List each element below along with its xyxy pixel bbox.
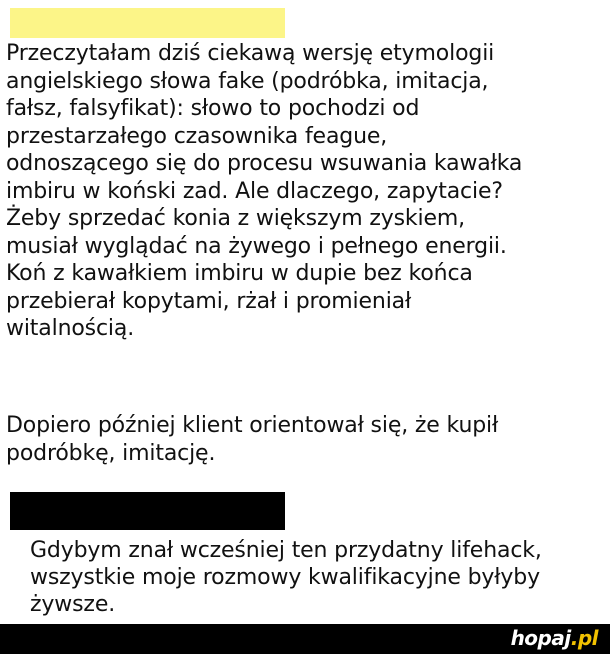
post-line: podróbkę, imitację. xyxy=(6,440,216,466)
post-paragraph-2 xyxy=(6,412,498,467)
post-line: przebierał kopytami, rżał i promieniał xyxy=(6,288,412,314)
post-line: musiał wyglądać na żywego i pełnego energii. xyxy=(6,233,507,259)
redacted-username-bar xyxy=(10,8,285,38)
logo-name: hopaj xyxy=(510,626,571,650)
redacted-reply-username-bar xyxy=(10,492,285,530)
post-line: Dopiero później klient orientował się, że kupił xyxy=(6,413,499,438)
post-line: przestarzałego czasownika feague, xyxy=(6,123,388,149)
post-paragraph-1 xyxy=(6,40,522,343)
post-line: Przeczytałam dziś ciekawą wersję etymologii xyxy=(6,41,495,66)
logo-tld: pl xyxy=(577,626,598,650)
reply-line: Gdybym znał wcześniej ten przydatny lifehack, xyxy=(30,538,542,563)
logo-dot: . xyxy=(570,626,578,650)
post-line: angielskiego słowa fake (podróbka, imitacja, xyxy=(6,68,489,94)
reply-line: żywsze. xyxy=(30,592,116,617)
post-line: Koń z kawałkiem imbiru w dupie bez końca xyxy=(6,261,473,286)
reply-text xyxy=(30,537,542,618)
post-line: Żeby sprzedać konia z większym zyskiem, xyxy=(6,206,465,231)
reply-line: wszystkie moje rozmowy kwalifikacyjne byłyby xyxy=(30,565,540,590)
footer-bar xyxy=(0,624,610,654)
site-logo[interactable] xyxy=(511,626,598,650)
post-line: imbiru w koński zad. Ale dlaczego, zapytacie? xyxy=(6,178,503,204)
post-line: odnoszącego się do procesu wsuwania kawałka xyxy=(6,151,523,176)
post-line: witalnością. xyxy=(6,316,135,341)
post-line: fałsz, falsyfikat): słowo to pochodzi od xyxy=(6,96,420,121)
